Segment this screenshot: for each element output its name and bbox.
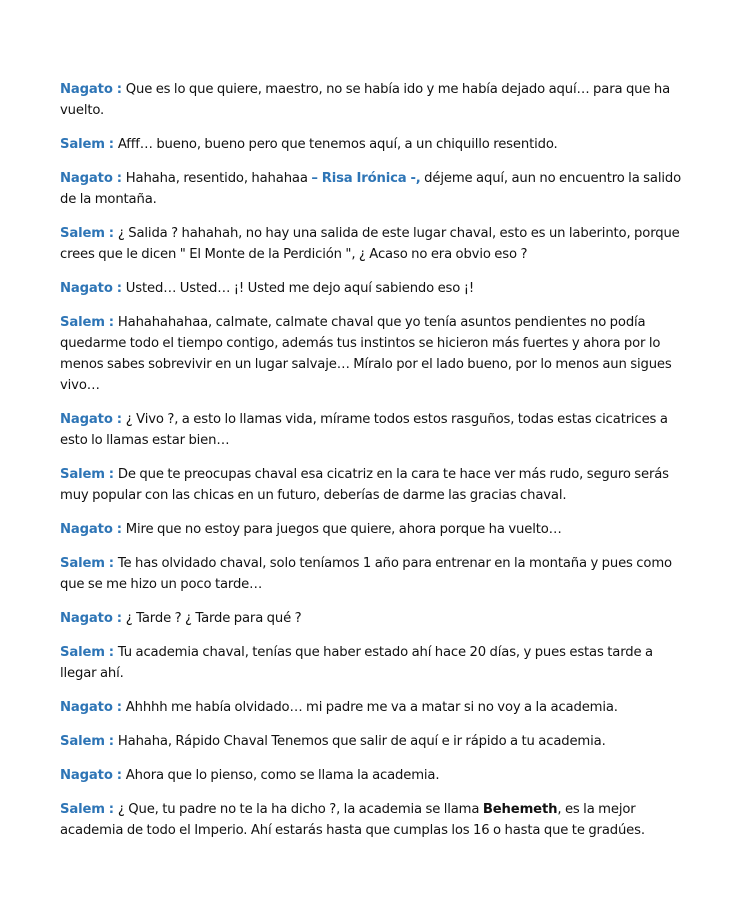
- line-text: Tu academia chaval, tenías que haber estado ahí hace 20 días, y pues estas tarde a llegar ahí.: [60, 645, 653, 681]
- line-text: Hahaha, resentido, hahahaa: [125, 171, 312, 186]
- dialogue-line: Nagato : ¿ Tarde ? ¿ Tarde para qué ?: [60, 611, 302, 626]
- line-text: ¿ Que, tu padre no te la ha dicho ?, la academia se llama: [117, 802, 483, 817]
- line-text: Afff… bueno, bueno pero que tenemos aquí, a un chiquillo resentido.: [117, 137, 558, 152]
- line-text: , es la mejor academia de todo el Imperio. Ahí estarás hasta que cumplas los 16 o hasta que te gradúes.: [60, 802, 645, 838]
- dialogue-line: Salem : Te has olvidado chaval, solo teníamos 1 año para entrenar en la montaña y pues como que se me hizo un poco tarde…: [60, 556, 672, 592]
- dialogue-line: Salem : ¿ Que, tu padre no te la ha dicho ?, la academia se llama Behemeth, es la mejor academia de todo el Imperio. Ahí estarás hasta que cumplas los 16 o hasta que te gradúes.: [60, 802, 645, 838]
- dialogue-line: Nagato : ¿ Vivo ?, a esto lo llamas vida, mírame todos estos rasguños, todas estas cicatrices a esto lo llamas estar bien…: [60, 412, 668, 448]
- speaker-name: Salem: [60, 467, 105, 482]
- speaker-name: Salem: [60, 226, 105, 241]
- line-text: De que te preocupas chaval esa cicatriz en la cara te hace ver más rudo, seguro serás muy popular con las chicas en un futuro, deberías de darme las gracias chaval.: [60, 467, 669, 503]
- speaker-name: Nagato: [60, 281, 113, 296]
- dialogue-line: Nagato : Ahora que lo pienso, como se llama la academia.: [60, 768, 440, 783]
- line-text: Usted… Usted… ¡! Usted me dejo aquí sabiendo eso ¡!: [125, 281, 474, 296]
- line-text: Mire que no estoy para juegos que quiere, ahora porque ha vuelto…: [125, 522, 562, 537]
- academy-name: Behemeth: [482, 802, 558, 817]
- dialogue-line: Nagato : Hahaha, resentido, hahahaa – Risa Irónica -, déjeme aquí, aun no encuentro la salido de la montaña.: [60, 171, 681, 207]
- speaker-name: Nagato: [60, 412, 113, 427]
- speaker-name: Nagato: [60, 611, 113, 626]
- speaker-name: Salem: [60, 556, 105, 571]
- dialogue-line: Nagato : Usted… Usted… ¡! Usted me dejo aquí sabiendo eso ¡!: [60, 281, 474, 296]
- speaker-name: Salem: [60, 137, 105, 152]
- line-text: ¿ Tarde ? ¿ Tarde para qué ?: [125, 611, 302, 626]
- line-text: Ahhhh me había olvidado… mi padre me va a matar si no voy a la academia.: [125, 700, 618, 715]
- line-text: Que es lo que quiere, maestro, no se había ido y me había dejado aquí… para que ha vuelto.: [60, 82, 671, 118]
- line-text: Hahaha, Rápido Chaval Tenemos que salir de aquí e ir rápido a tu academia.: [117, 734, 606, 749]
- dialogue-line: Salem : ¿ Salida ? hahahah, no hay una salida de este lugar chaval, esto es un laberinto, porque crees que le dicen " El Monte de la Perdición ", ¿ Acaso no era obvio eso ?: [60, 226, 680, 262]
- line-text: Te has olvidado chaval, solo teníamos 1 año para entrenar en la montaña y pues como que se me hizo un poco tarde…: [60, 556, 672, 592]
- speaker-name: Nagato: [60, 82, 113, 97]
- line-text: ¿ Vivo ?, a esto lo llamas vida, mírame todos estos rasguños, todas estas cicatrices a esto lo llamas estar bien…: [60, 412, 668, 448]
- dialogue-line: Salem : Hahahahahaa, calmate, calmate chaval que yo tenía asuntos pendientes no podía quedarme todo el tiempo contigo, además tus instintos se hicieron más fuertes y ahora por lo menos sabes sobrevivir en un lugar salvaje… Míralo por el lado bueno, por lo menos aun sigues vivo…: [60, 315, 672, 393]
- dialogue-line: Nagato : Que es lo que quiere, maestro, no se había ido y me había dejado aquí… para que ha vuelto.: [60, 82, 671, 118]
- speaker-name: Nagato: [60, 171, 113, 186]
- line-text: ¿ Salida ? hahahah, no hay una salida de este lugar chaval, esto es un laberinto, porque crees que le dicen " El Monte de la Perdición ", ¿ Acaso no era obvio eso ?: [60, 226, 680, 262]
- dialogue-line: Nagato : Mire que no estoy para juegos que quiere, ahora porque ha vuelto…: [60, 522, 562, 537]
- speaker-name: Nagato: [60, 522, 113, 537]
- dialogue-line: Salem : Afff… bueno, bueno pero que tenemos aquí, a un chiquillo resentido.: [60, 137, 558, 152]
- dialogue-line: Salem : Hahaha, Rápido Chaval Tenemos que salir de aquí e ir rápido a tu academia.: [60, 734, 606, 749]
- speaker-name: Nagato: [60, 700, 113, 715]
- dialogue-line: Salem : De que te preocupas chaval esa cicatriz en la cara te hace ver más rudo, seguro serás muy popular con las chicas en un futuro, deberías de darme las gracias chaval.: [60, 467, 669, 503]
- speaker-name: Salem: [60, 315, 105, 330]
- speaker-name: Salem: [60, 645, 105, 660]
- line-text: Ahora que lo pienso, como se llama la academia.: [125, 768, 440, 783]
- line-text: déjeme aquí, aun no encuentro la salido de la montaña.: [60, 171, 681, 207]
- line-text: Hahahahahaa, calmate, calmate chaval que yo tenía asuntos pendientes no podía quedarme todo el tiempo contigo, además tus instintos se hicieron más fuertes y ahora por lo menos sabes sobrevivir en un lugar salvaje… Míralo por el lado bueno, por lo menos aun sigues vivo…: [60, 315, 672, 393]
- dialogue-line: Nagato : Ahhhh me había olvidado… mi padre me va a matar si no voy a la academia.: [60, 700, 618, 715]
- speaker-name: Nagato: [60, 768, 113, 783]
- speaker-name: Salem: [60, 734, 105, 749]
- speaker-name: Salem: [60, 802, 105, 817]
- dialogue-line: Salem : Tu academia chaval, tenías que haber estado ahí hace 20 días, y pues estas tarde a llegar ahí.: [60, 645, 653, 681]
- dialogue-text: [60, 79, 685, 854]
- stage-direction: – Risa Irónica -,: [311, 171, 421, 186]
